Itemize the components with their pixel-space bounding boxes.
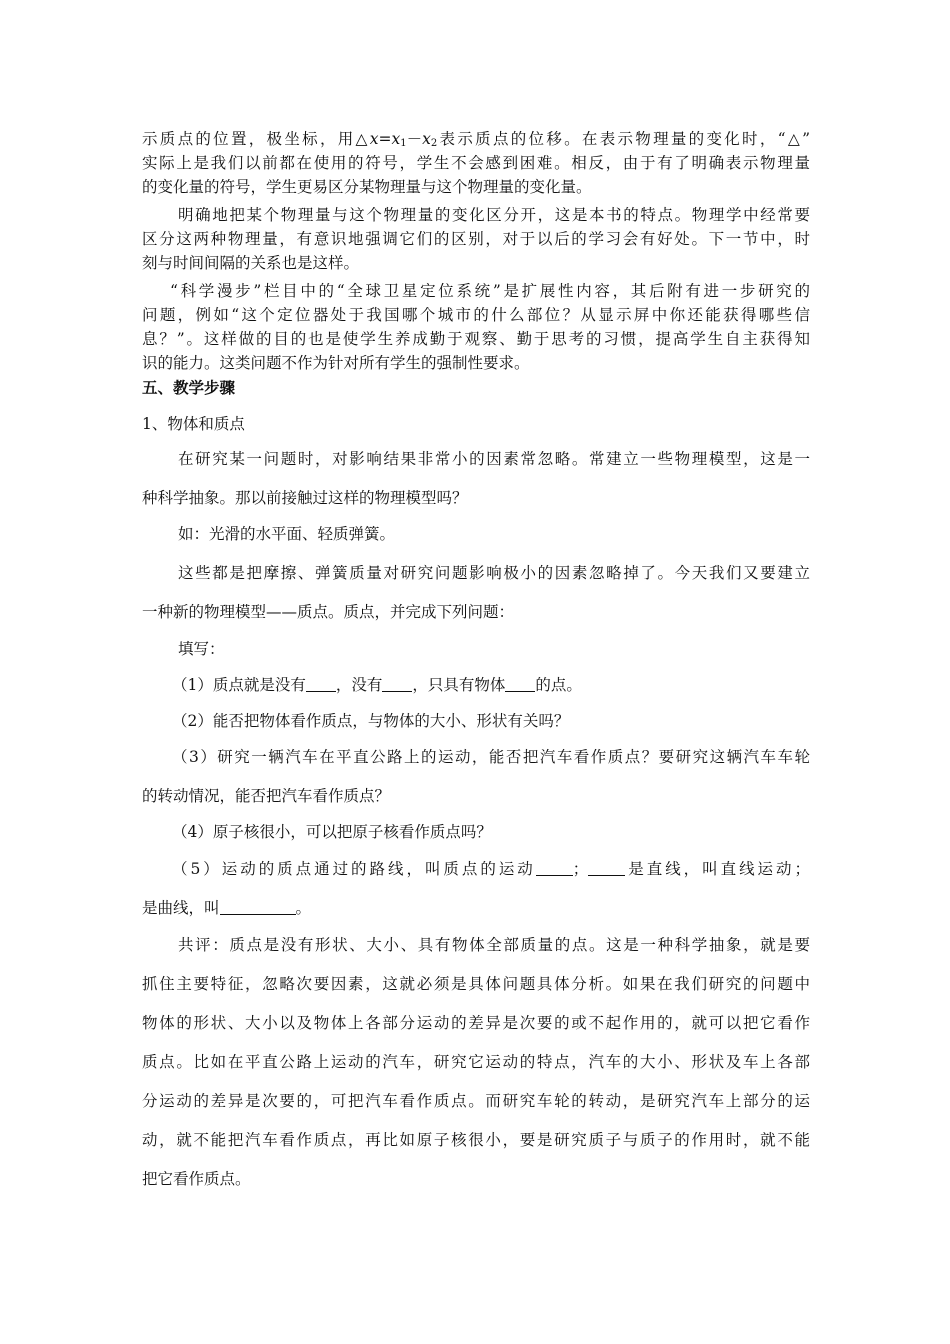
- body-p3-line-1: 这些都是把摩擦、弹簧质量对研究问题影响极小的因素忽略掉了。今天我们又要建立: [178, 564, 810, 582]
- question-3-line-2: 的转动情况，能否把汽车看作质点？: [142, 787, 391, 805]
- intro-line-2: 实际上是我们以前都在使用的符号，学生不会感到困难。相反，由于有了明确表示物理量: [142, 154, 810, 172]
- text: 。: [295, 899, 312, 917]
- text: 表示质点的位移。在表示物理量的变化时，“△”: [437, 130, 810, 148]
- body-p1-line-1: 在研究某一问题时，对影响结果非常小的因素常忽略。常建立一些物理模型，这是一: [178, 450, 810, 468]
- para2-line-3: 刻与时间间隔的关系也是这样。: [142, 254, 360, 272]
- fill-blank[interactable]: [382, 675, 412, 692]
- text: （1）质点就是没有: [172, 676, 306, 694]
- comment-line-6: 动，就不能把汽车看作质点，再比如原子核很小，要是研究质子与质子的作用时，就不能: [142, 1131, 810, 1149]
- fill-blank[interactable]: [306, 675, 336, 692]
- text: 是直线，叫直线运动；: [625, 860, 810, 878]
- math-op: =: [378, 130, 392, 148]
- body-p3-line-2: 一种新的物理模型——质点。质点，并完成下列问题：: [142, 603, 515, 621]
- comment-line-4: 质点。比如在平直公路上运动的汽车，研究它运动的特点，汽车的大小、形状及车上各部: [142, 1053, 810, 1071]
- math-op: －: [406, 130, 423, 148]
- question-4: （4）原子核很小，可以把原子核看作质点吗？: [172, 823, 492, 841]
- para2-line-2: 区分这两种物理量，有意识地强调它们的区别，对于以后的学习会有好处。下一节中，时: [142, 230, 810, 248]
- para2-line-1: 明确地把某个物理量与这个物理量的变化区分开，这是本书的特点。物理学中经常要: [178, 206, 810, 224]
- subsection-heading: 1、物体和质点: [142, 415, 245, 433]
- fill-blank[interactable]: [588, 859, 625, 876]
- comment-line-2: 抓住主要特征，忽略次要因素，这就必须是具体问题具体分析。如果在我们研究的问题中: [142, 975, 810, 993]
- text: （5）运动的质点通过的路线，叫质点的运动: [172, 860, 536, 878]
- text: 的点。: [535, 676, 582, 694]
- body-p1-line-2: 种科学抽象。那以前接触过这样的物理模型吗？: [142, 489, 468, 507]
- text: ；: [572, 860, 589, 878]
- question-5-line-1: [172, 857, 810, 881]
- para3-line-2: 问题，例如“这个定位器处于我国哪个城市的什么部位？从显示屏中你还能获得哪些信: [142, 306, 810, 324]
- comment-line-1: 共评：质点是没有形状、大小、具有物体全部质量的点。这是一种科学抽象，就是要: [178, 936, 810, 954]
- text: 示质点的位置，极坐标，用△: [142, 130, 370, 148]
- body-p2: 如：光滑的水平面、轻质弹簧。: [178, 525, 396, 543]
- math-var: x: [369, 130, 379, 148]
- intro-line-3: 的变化量的符号，学生更易区分某物理量与这个物理量的变化量。: [142, 178, 592, 196]
- text: ，只具有物体: [412, 676, 506, 694]
- math-var: x: [391, 130, 401, 148]
- math-var: x: [422, 130, 431, 148]
- question-3-line-1: （3）研究一辆汽车在平直公路上的运动，能否把汽车看作质点？要研究这辆汽车车轮: [172, 748, 810, 766]
- para3-line-4: 识的能力。这类问题不作为针对所有学生的强制性要求。: [142, 354, 530, 372]
- fill-blank[interactable]: [505, 675, 535, 692]
- question-1: [172, 673, 840, 697]
- math-sub: 2: [430, 138, 438, 149]
- fill-blank[interactable]: [220, 898, 296, 915]
- fill-blank[interactable]: [536, 859, 573, 876]
- math-sub: 1: [400, 138, 407, 149]
- para3-line-1: “科学漫步”栏目中的“全球卫星定位系统”是扩展性内容，其后附有进一步研究的: [170, 282, 810, 300]
- text: ，没有: [335, 676, 383, 694]
- para3-line-3: 息？”。这样做的目的也是使学生养成勤于观察、勤于思考的习惯，提高学生自主获得知: [142, 330, 810, 348]
- comment-line-3: 物体的形状、大小以及物体上各部分运动的差异是次要的或不起作用的，就可以把它看作: [142, 1014, 810, 1032]
- text: 是曲线，叫: [142, 899, 220, 917]
- comment-line-5: 分运动的差异是次要的，可把汽车看作质点。而研究车轮的转动，是研究汽车上部分的运: [142, 1092, 810, 1110]
- section-heading: 五、教学步骤: [142, 379, 236, 397]
- comment-line-7: 把它看作质点。: [142, 1170, 251, 1188]
- fill-label: 填写：: [178, 640, 225, 658]
- question-5-line-2: [142, 896, 810, 920]
- question-2: （2）能否把物体看作质点，与物体的大小、形状有关吗？: [172, 712, 570, 730]
